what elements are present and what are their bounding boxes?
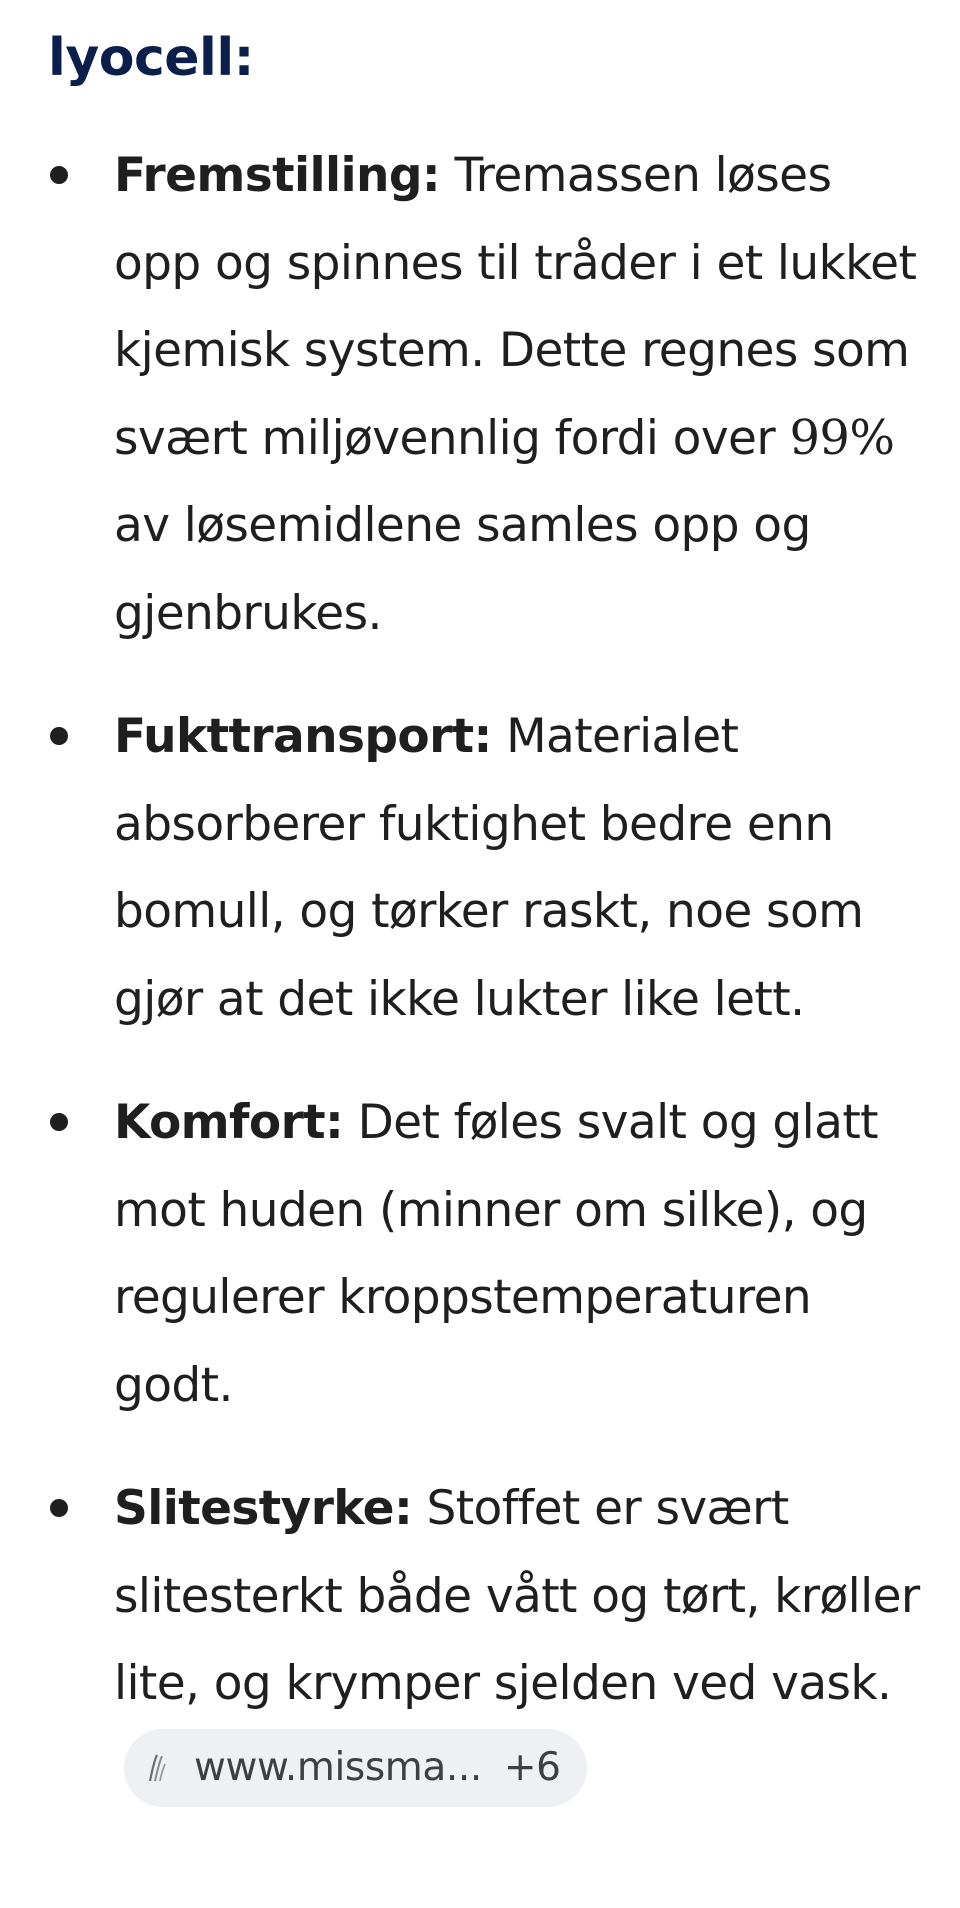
list-item	[48, 1079, 920, 1429]
list-item	[48, 693, 920, 1043]
item-text: Stoffet er svært slitesterkt både vått og tørt, krøller lite, og krymper sjelden ved vask.	[114, 1481, 920, 1711]
source-favicon-icon	[144, 1751, 172, 1785]
item-text: Materialet absorberer fuktighet bedre enn bomull, og tørker raskt, noe som gjør at det ikke lukter like lett.	[114, 709, 864, 1027]
bullet-dot-icon	[50, 727, 68, 745]
source-domain: www.missma...	[194, 1745, 482, 1790]
source-chip[interactable]	[124, 1729, 587, 1807]
bullet-list	[48, 132, 920, 1815]
bullet-dot-icon	[50, 166, 68, 184]
item-term: Fukttransport:	[114, 709, 492, 764]
item-text: av løsemidlene samles opp og gjenbrukes.	[114, 498, 811, 641]
item-term: Komfort:	[114, 1095, 344, 1150]
list-item	[48, 1465, 920, 1815]
item-math-value: 99%	[789, 409, 895, 466]
bullet-dot-icon	[50, 1499, 68, 1517]
bullet-dot-icon	[50, 1113, 68, 1131]
item-text: Det føles svalt og glatt mot huden (minner om silke), og regulerer kroppstemperaturen godt.	[114, 1095, 878, 1413]
item-term: Fremstilling:	[114, 148, 441, 203]
item-term: Slitestyrke:	[114, 1481, 413, 1536]
item-text: Tremassen løses opp og spinnes til tråder i et lukket kjemisk system. Dette regnes som svært miljøvennlig fordi over	[114, 148, 917, 466]
list-item	[48, 132, 920, 657]
section-heading: lyocell:	[48, 28, 254, 88]
source-more-count: +6	[503, 1745, 561, 1790]
